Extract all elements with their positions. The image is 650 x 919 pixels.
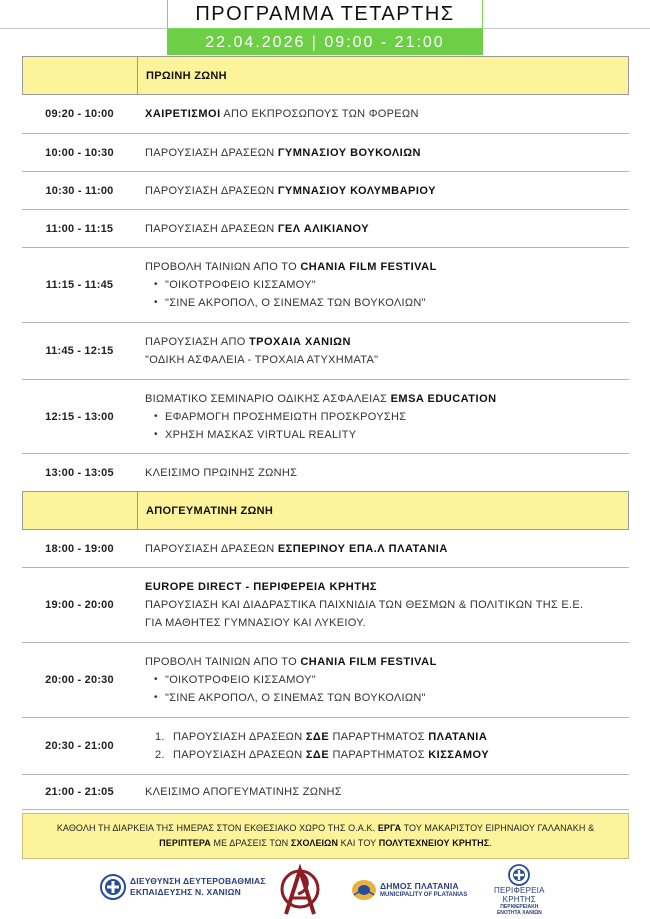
- highlight-text: ΓΥΜΝΑΣΙΟΥ ΚΟΛΥΜΒΑΡΙΟΥ: [277, 184, 437, 197]
- time-cell: 10:00 - 10:30: [45, 146, 114, 159]
- film-list: [145, 671, 629, 707]
- numbered-list: [145, 728, 629, 764]
- footer-highlight: ΣΧΟΛΕΙΩΝ: [290, 838, 339, 848]
- description-text: ΚΛΕΙΣΙΜΟ ΑΠΟΓΕΥΜΑΤΙΝΗΣ ΖΩΝΗΣ: [145, 786, 342, 798]
- highlight-text: ΠΛΑΤΑΝΙΑ: [428, 731, 488, 743]
- footer-note: [22, 813, 629, 859]
- zone-label: ΑΠΟΓΕΥΜΑΤΙΝΗ ΖΩΝΗ: [146, 504, 274, 517]
- description-text: ΠΑΡΟΥΣΙΑΣΗ ΔΡΑΣΕΩΝ: [145, 184, 278, 197]
- footer-text: ΜΕ ΔΡΑΣΕΙΣ ΤΩΝ: [210, 838, 291, 848]
- description-cell: [137, 568, 629, 642]
- table-row: [22, 133, 629, 171]
- logo-text: ΚΡΗΤΗΣ: [502, 895, 536, 904]
- table-row: [22, 717, 629, 774]
- description-text: ΠΑΡΟΥΣΙΑΣΗ ΔΡΑΣΕΩΝ: [145, 146, 278, 159]
- time-cell: 13:00 - 13:05: [45, 466, 114, 479]
- schedule-table: [22, 56, 629, 810]
- list-item: [155, 746, 629, 764]
- highlight-text: ΤΡΟΧΑΙΑ ΧΑΝΙΩΝ: [248, 336, 351, 348]
- crete-region-emblem-icon: [507, 864, 531, 886]
- highlight-text: EMSA EDUCATION: [390, 392, 497, 405]
- page-title: ΠΡΟΓΡΑΜΜΑ ΤΕΤΑΡΤΗΣ: [167, 0, 483, 29]
- table-row: [22, 322, 629, 379]
- footer-text: ΤΟΥ ΜΑΚΑΡΙΣΤΟΥ ΕΙΡΗΝΑΙΟΥ ΓΑΛΑΝΑΚΗ &: [401, 823, 595, 833]
- list-item: • "ΣΙΝΕ ΑΚΡΟΠΟΛ, Ο ΣΙΝΕΜΑΣ ΤΩΝ ΒΟΥΚΟΛΙΩΝ": [145, 689, 629, 707]
- zone-row-afternoon: [22, 491, 629, 529]
- zone-time-cell: [23, 492, 138, 529]
- date-time-banner: 22.04.2026 | 09:00 - 21:00: [167, 29, 483, 55]
- logo-subtext: MUNICIPALITY OF PLATANIAS: [380, 892, 468, 898]
- description-cell: [137, 210, 629, 247]
- time-cell: 21:00 - 21:05: [45, 786, 114, 798]
- highlight-text: ΣΔΕ: [305, 749, 330, 761]
- time-cell: 11:45 - 12:15: [45, 345, 114, 357]
- highlight-text: CHANIA FILM FESTIVAL: [300, 261, 437, 273]
- description-cell: [137, 248, 629, 322]
- table-row: [22, 529, 629, 567]
- description-cell: [137, 530, 629, 567]
- time-cell: 20:30 - 21:00: [45, 740, 114, 752]
- time-cell: 18:00 - 19:00: [45, 542, 114, 555]
- list-item: • ΧΡΗΣΗ ΜΑΣΚΑΣ VIRTUAL REALITY: [145, 426, 629, 444]
- description-text: ΠΡΟΒΟΛΗ ΤΑΙΝΙΩΝ ΑΠΟ ΤΟ: [145, 656, 301, 668]
- table-row: [22, 247, 629, 322]
- description-cell: [137, 323, 629, 379]
- logo-monogram: [276, 864, 324, 918]
- description-text: ΠΑΡΟΥΣΙΑΣΗ ΔΡΑΣΕΩΝ: [173, 749, 306, 761]
- sponsor-logos: [0, 862, 650, 919]
- monogram-logo-icon: [276, 864, 324, 918]
- description-text: ΠΑΡΟΥΣΙΑΣΗ ΚΑΙ ΔΙΑΔΡΑΣΤΙΚΑ ΠΑΙΧΝΙΔΙΑ ΤΩΝ ΘΕΣΜΩΝ & ΠΟΛΙΤΙΚΩΝ ΤΗΣ Ε.Ε.: [145, 599, 584, 611]
- greek-emblem-icon: [100, 874, 126, 900]
- logo-text: ΔΙΕΥΘΥΝΣΗ ΔΕΥΤΕΡΟΒΑΘΜΙΑΣ: [130, 876, 266, 886]
- footer-highlight: ΕΡΓΑ: [377, 823, 402, 833]
- logo-subtext: ΕΝΟΤΗΤΑ ΧΑΝΙΩΝ: [496, 910, 542, 916]
- seminar-list: [145, 408, 629, 444]
- list-number: 1.: [155, 731, 165, 743]
- list-item: • ΕΦΑΡΜΟΓΗ ΠΡΟΣΗΜΕΙΩΤΗ ΠΡΟΣΚΡΟΥΣΗΣ: [145, 408, 629, 426]
- list-item: • "ΟΙΚΟΤΡΟΦΕΙΟ ΚΙΣΣΑΜΟΥ": [145, 671, 629, 689]
- zone-time-cell: [23, 57, 138, 94]
- footer-highlight: ΠΟΛΥΤΕΧΝΕΙΟΥ ΚΡΗΤΗΣ: [378, 838, 490, 848]
- description-text: ΓΙΑ ΜΑΘΗΤΕΣ ΓΥΜΝΑΣΙΟΥ ΚΑΙ ΛΥΚΕΙΟΥ.: [145, 617, 366, 629]
- highlight-text: ΧΑΙΡΕΤΙΣΜΟΙ: [145, 108, 221, 120]
- highlight-text: ΓΕΛ ΑΛΙΚΙΑΝΟΥ: [277, 222, 370, 235]
- table-row: [22, 209, 629, 247]
- logo-text: ΕΚΠΑΙΔΕΥΣΗΣ Ν. ΧΑΝΙΩΝ: [130, 887, 241, 897]
- logo-text: ΔΗΜΟΣ ΠΛΑΤΑΝΙΑ: [380, 881, 459, 891]
- list-item: • "ΟΙΚΟΤΡΟΦΕΙΟ ΚΙΣΣΑΜΟΥ": [145, 276, 629, 294]
- logo-dimos-platania: [351, 879, 467, 901]
- time-cell: 20:00 - 20:30: [45, 674, 114, 686]
- platanias-emblem-icon: [351, 879, 377, 901]
- table-row: [22, 171, 629, 209]
- description-cell: [137, 643, 629, 717]
- description-text: ΠΑΡΟΥΣΙΑΣΗ ΔΡΑΣΕΩΝ: [145, 222, 278, 235]
- highlight-text: ΚΙΣΣΑΜΟΥ: [428, 749, 490, 761]
- description-cell: [137, 172, 629, 209]
- description-text: ΠΑΡΟΥΣΙΑΣΗ ΑΠΟ: [145, 336, 249, 348]
- list-number: 2.: [155, 749, 165, 761]
- footer-text: .: [489, 838, 492, 848]
- highlight-text: ΣΔΕ: [305, 731, 330, 743]
- description-text: ΠΑΡΑΡΤΗΜΑΤΟΣ: [329, 749, 429, 761]
- table-row: [22, 642, 629, 717]
- table-row: [22, 379, 629, 453]
- time-cell: 10:30 - 11:00: [45, 184, 114, 197]
- time-cell: 11:00 - 11:15: [45, 222, 114, 235]
- logo-perifereia-kritis: [494, 864, 545, 916]
- description-text: ΒΙΩΜΑΤΙΚΟ ΣΕΜΙΝΑΡΙΟ ΟΔΙΚΗΣ ΑΣΦΑΛΕΙΑΣ: [145, 392, 391, 405]
- description-text: ΠΑΡΟΥΣΙΑΣΗ ΔΡΑΣΕΩΝ: [173, 731, 306, 743]
- description-cell: [137, 95, 629, 133]
- time-cell: 11:15 - 11:45: [45, 279, 114, 291]
- logo-text: ΠΕΡΙΦΕΡΕΙΑ: [494, 886, 545, 895]
- table-row: [22, 774, 629, 810]
- highlight-text: CHANIA FILM FESTIVAL: [300, 656, 437, 668]
- description-cell: [137, 454, 629, 491]
- time-cell: 19:00 - 20:00: [45, 599, 114, 611]
- zone-label: ΠΡΩΙΝΗ ΖΩΝΗ: [146, 69, 227, 82]
- table-row: [22, 567, 629, 642]
- description-cell: [137, 380, 629, 453]
- description-cell: [137, 775, 629, 809]
- footer-text: ΚΑΘΟΛΗ ΤΗ ΔΙΑΡΚΕΙΑ ΤΗΣ ΗΜΕΡΑΣ ΣΤΟΝ ΕΚΘΕΣΙΑΚΟ ΧΩΡΟ ΤΗΣ Ο.Α.Κ.: [56, 823, 378, 833]
- zone-row-morning: [22, 56, 629, 94]
- description-text: ΠΑΡΑΡΤΗΜΑΤΟΣ: [329, 731, 429, 743]
- highlight-text: ΓΥΜΝΑΣΙΟΥ ΒΟΥΚΟΛΙΩΝ: [277, 146, 421, 159]
- table-row: [22, 453, 629, 491]
- list-item: [155, 728, 629, 746]
- footer-highlight: ΠΕΡΙΠΤΕΡΑ: [159, 838, 211, 848]
- time-cell: 09:20 - 10:00: [45, 108, 114, 120]
- description-text: ΚΛΕΙΣΙΜΟ ΠΡΩΙΝΗΣ ΖΩΝΗΣ: [145, 466, 298, 479]
- table-row: [22, 94, 629, 133]
- description-text: ΑΠΟ ΕΚΠΡΟΣΩΠΟΥΣ ΤΩΝ ΦΟΡΕΩΝ: [220, 108, 419, 120]
- film-list: [145, 276, 629, 312]
- list-item: • "ΣΙΝΕ ΑΚΡΟΠΟΛ, Ο ΣΙΝΕΜΑΣ ΤΩΝ ΒΟΥΚΟΛΙΩΝ": [145, 294, 629, 312]
- footer-text: ΚΑΙ ΤΟΥ: [338, 838, 379, 848]
- description-subtitle: "ΟΔΙΚΗ ΑΣΦΑΛΕΙΑ - ΤΡΟΧΑΙΑ ΑΤΥΧΗΜΑΤΑ": [145, 354, 379, 366]
- time-cell: 12:15 - 13:00: [45, 410, 114, 423]
- logo-subtext: ΠΕΡΙΦΕΡΕΙΑΚΗ: [500, 904, 539, 910]
- highlight-text: EUROPE DIRECT - ΠΕΡΙΦΕΡΕΙΑ ΚΡΗΤΗΣ: [145, 581, 377, 593]
- logo-dde-chanion: [100, 874, 266, 900]
- description-cell: [137, 718, 629, 774]
- description-cell: [137, 134, 629, 171]
- description-text: ΠΑΡΟΥΣΙΑΣΗ ΔΡΑΣΕΩΝ: [145, 542, 278, 555]
- description-text: ΠΡΟΒΟΛΗ ΤΑΙΝΙΩΝ ΑΠΟ ΤΟ: [145, 261, 301, 273]
- highlight-text: ΕΣΠΕΡΙΝΟΥ ΕΠΑ.Λ ΠΛΑΤΑΝΙΑ: [277, 542, 448, 555]
